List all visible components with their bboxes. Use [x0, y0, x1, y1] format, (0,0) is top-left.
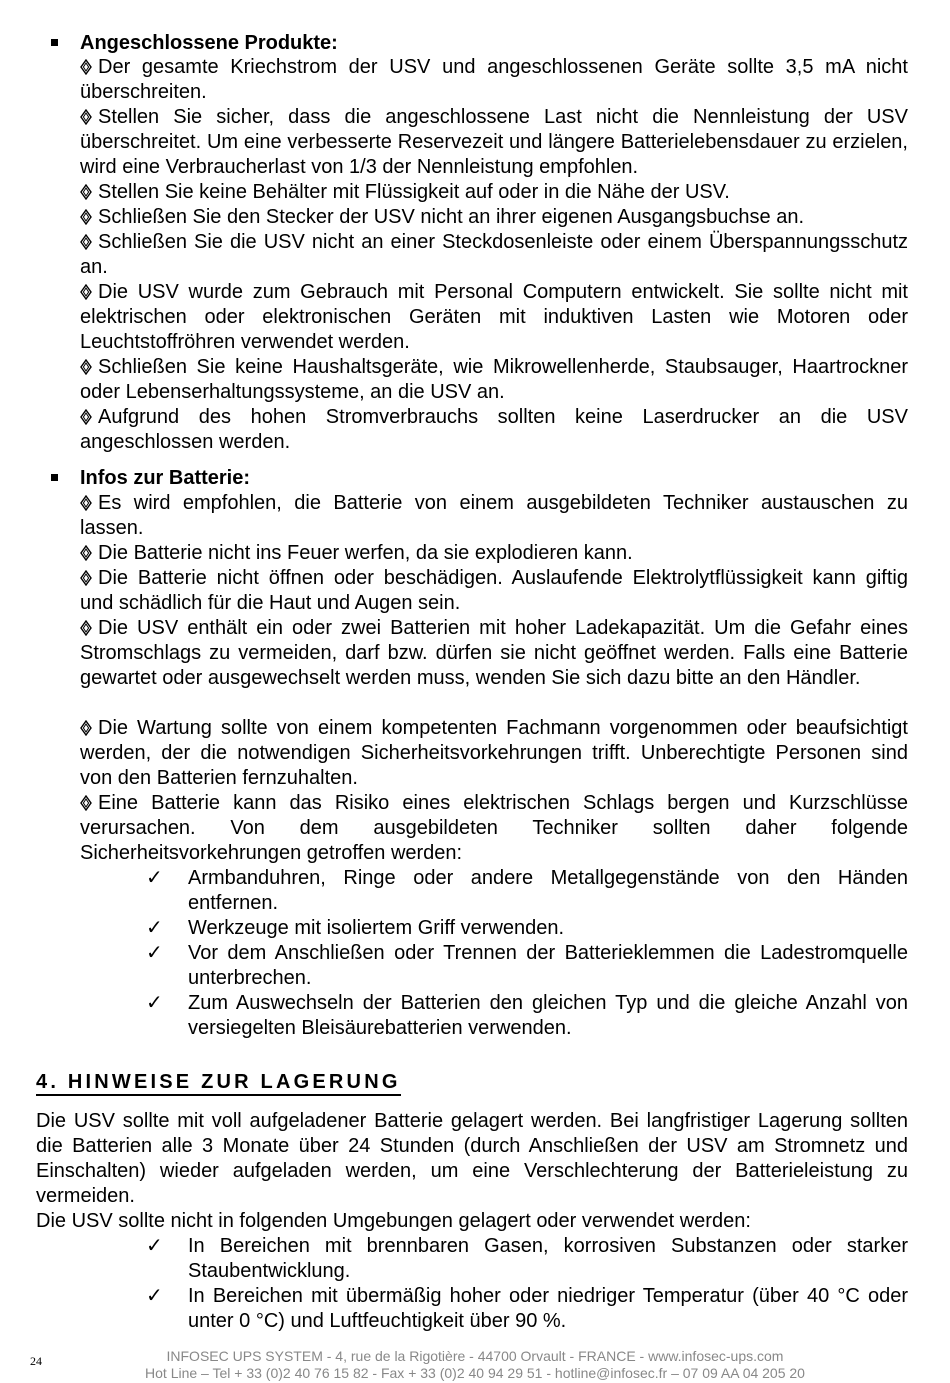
list-item: Der gesamte Kriechstrom der USV und angeschlossenen Geräte sollte 3,5 mA nicht überschreiten. — [80, 56, 908, 103]
diamond-icon — [80, 184, 92, 200]
checkmark-icon: ✓ — [146, 942, 163, 964]
list-item: Die USV enthält ein oder zwei Batterien mit hoher Ladekapazität. Um die Gefahr eines Stromschlags zu vermeiden, darf bzw. dürfen sie nicht geöffnet werden. Falls eine Batterie gewartet oder ausgewechselt werden muss, wenden Sie sich dazu bitte an den Händler. — [80, 617, 908, 689]
checkmark-icon: ✓ — [146, 867, 163, 889]
section-heading-battery: Infos zur Batterie: — [80, 467, 251, 489]
diamond-icon — [80, 570, 92, 586]
diamond-icon — [80, 359, 92, 375]
checkmark-icon: ✓ — [146, 1235, 163, 1257]
list-item: Es wird empfohlen, die Batterie von einem ausgebildeten Techniker austauschen zu lassen. — [80, 492, 908, 539]
check-item: Vor dem Anschließen oder Trennen der Batterieklemmen die Ladestromquelle unterbrechen. — [188, 942, 908, 989]
checkmark-icon: ✓ — [146, 1285, 163, 1307]
diamond-icon — [80, 409, 92, 425]
list-item: Die USV wurde zum Gebrauch mit Personal Computern entwickelt. Sie sollte nicht mit elektrischen oder elektronischen Geräten mit induktiven Lasten wie Motoren oder Leuchtstoffröhren verwendet werden. — [80, 281, 908, 353]
list-item: Schließen Sie die USV nicht an einer Steckdosenleiste oder einem Überspannungsschutz an. — [80, 231, 908, 278]
diamond-icon — [80, 109, 92, 125]
diamond-icon — [80, 620, 92, 636]
section-heading-storage: 4. HINWEISE ZUR LAGERUNG — [36, 1070, 401, 1096]
list-item: Die Batterie nicht öffnen oder beschädigen. Auslaufende Elektrolytflüssigkeit kann giftig und schädlich für die Haut und Augen sein. — [80, 567, 908, 614]
check-item: Armbanduhren, Ringe oder andere Metallgegenstände von den Händen entfernen. — [188, 867, 908, 914]
list-item: Die Wartung sollte von einem kompetenten Fachmann vorgenommen oder beaufsichtigt werden, der die notwendigen Sicherheitsvorkehrungen trifft. Unberechtigte Personen sind von den Batterien fernzuhalten. — [80, 717, 908, 789]
bullet-square — [51, 474, 58, 481]
footer-line-1: INFOSEC UPS SYSTEM - 4, rue de la Rigotière - 44700 Orvault - FRANCE - www.infosec-ups.com — [166, 1348, 784, 1364]
storage-paragraph: Die USV sollte nicht in folgenden Umgebungen gelagert oder verwendet werden: — [36, 1210, 751, 1232]
checkmark-icon: ✓ — [146, 992, 163, 1014]
list-item: Schließen Sie den Stecker der USV nicht an ihrer eigenen Ausgangsbuchse an. — [80, 205, 908, 230]
checkmark-icon: ✓ — [146, 917, 163, 939]
list-item: Schließen Sie keine Haushaltsgeräte, wie Mikrowellenherde, Staubsauger, Haartrockner oder Lebenserhaltungssysteme, an die USV an. — [80, 356, 908, 403]
diamond-icon — [80, 495, 92, 511]
storage-paragraph: Die USV sollte mit voll aufgeladener Batterie gelagert werden. Bei langfristiger Lagerung sollten die Batterien alle 3 Monate über 24 Stunden (durch Anschließen der USV am Stromnetz und Einschalten) wieder aufgeladen werden, um eine Verschlechterung der Batterieleistung zu vermeiden. — [36, 1110, 908, 1207]
check-item: Zum Auswechseln der Batterien den gleichen Typ und die gleiche Anzahl von versiegelten Bleisäurebatterien verwenden. — [188, 992, 908, 1039]
diamond-icon — [80, 720, 92, 736]
list-item: Aufgrund des hohen Stromverbrauchs sollten keine Laserdrucker an die USV angeschlossen werden. — [80, 406, 908, 453]
footer-line-2: Hot Line – Tel + 33 (0)2 40 76 15 82 - Fax + 33 (0)2 40 94 29 51 - hotline@infosec.fr – 07 09 AA 04 205 20 — [145, 1365, 805, 1381]
list-item: Die Batterie nicht ins Feuer werfen, da sie explodieren kann. — [80, 541, 908, 566]
list-item: Eine Batterie kann das Risiko eines elektrischen Schlags bergen und Kurzschlüsse verursachen. Von dem ausgebildeten Techniker sollten daher folgende Sicherheitsvorkehrungen getroffen werden: — [80, 792, 908, 864]
check-item: In Bereichen mit brennbaren Gasen, korrosiven Substanzen oder starker Staubentwicklung. — [188, 1235, 908, 1282]
diamond-icon — [80, 795, 92, 811]
list-item: Stellen Sie sicher, dass die angeschlossene Last nicht die Nennleistung der USV überschreitet. Um eine verbesserte Reservezeit und längere Batterielebensdauer zu erzielen, wird eine Verbraucherlast von 1/3 der Nennleistung empfohlen. — [80, 106, 908, 178]
bullet-square — [51, 39, 58, 46]
section-heading-products: Angeschlossene Produkte: — [80, 32, 338, 54]
list-item: Stellen Sie keine Behälter mit Flüssigkeit auf oder in die Nähe der USV. — [80, 180, 908, 205]
diamond-icon — [80, 209, 92, 225]
diamond-icon — [80, 234, 92, 250]
check-item: Werkzeuge mit isoliertem Griff verwenden. — [188, 917, 565, 939]
page-number: 24 — [30, 1354, 42, 1368]
diamond-icon — [80, 59, 92, 75]
diamond-icon — [80, 545, 92, 561]
check-item: In Bereichen mit übermäßig hoher oder niedriger Temperatur (über 40 °C oder unter 0 °C) und Luftfeuchtigkeit über 90 %. — [188, 1285, 908, 1332]
diamond-icon — [80, 284, 92, 300]
